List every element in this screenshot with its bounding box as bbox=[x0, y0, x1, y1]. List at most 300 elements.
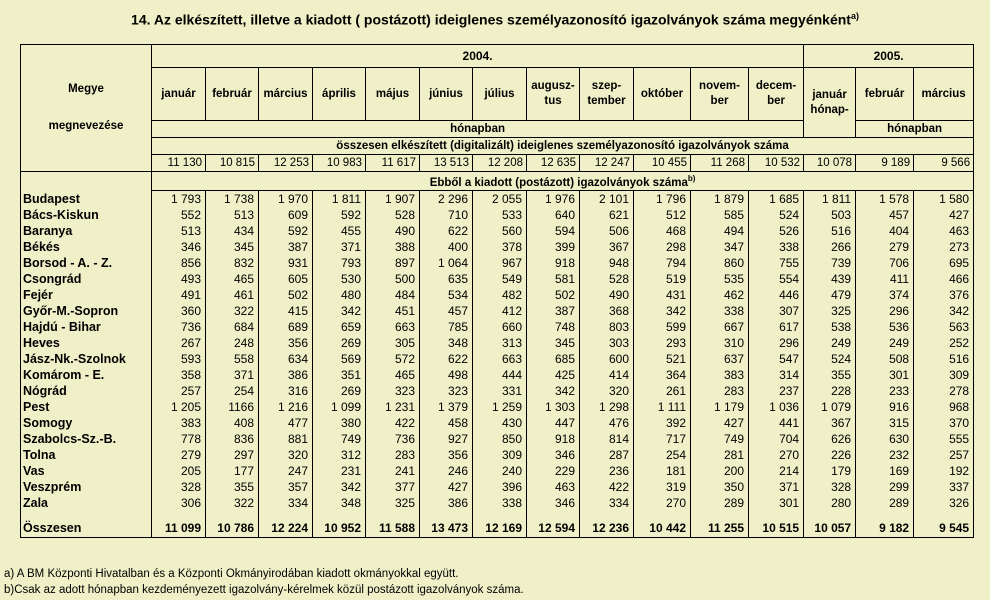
value-cell: 289 bbox=[691, 495, 749, 511]
value-cell: 334 bbox=[580, 495, 634, 511]
value-cell: 337 bbox=[914, 479, 974, 495]
value-cell: 328 bbox=[152, 479, 206, 495]
value-cell: 968 bbox=[914, 399, 974, 415]
value-cell: 350 bbox=[691, 479, 749, 495]
per-month-2005: hónapban bbox=[856, 121, 974, 138]
value-cell: 684 bbox=[206, 319, 259, 335]
value-cell: 1 298 bbox=[580, 399, 634, 415]
value-cell: 2 055 bbox=[473, 190, 527, 207]
value-cell: 252 bbox=[914, 335, 974, 351]
value-cell: 345 bbox=[206, 239, 259, 255]
value-cell: 555 bbox=[914, 431, 974, 447]
county-name: Komárom - E. bbox=[21, 367, 152, 383]
value-cell: 530 bbox=[313, 271, 366, 287]
value-cell: 516 bbox=[914, 351, 974, 367]
value-cell: 1 793 bbox=[152, 190, 206, 207]
value-cell: 881 bbox=[259, 431, 313, 447]
value-cell: 237 bbox=[749, 383, 804, 399]
table-row bbox=[21, 383, 974, 399]
value-cell: 305 bbox=[366, 335, 420, 351]
value-cell: 490 bbox=[580, 287, 634, 303]
value-cell: 457 bbox=[420, 303, 473, 319]
value-cell: 214 bbox=[749, 463, 804, 479]
total-made-cell: 11 130 bbox=[152, 155, 206, 172]
value-cell: 229 bbox=[527, 463, 580, 479]
value-cell: 326 bbox=[914, 495, 974, 511]
value-cell: 322 bbox=[206, 495, 259, 511]
value-cell: 538 bbox=[804, 319, 856, 335]
value-cell: 342 bbox=[527, 383, 580, 399]
value-cell: 404 bbox=[856, 223, 914, 239]
value-cell: 371 bbox=[206, 367, 259, 383]
value-cell: 364 bbox=[634, 367, 691, 383]
value-cell: 297 bbox=[206, 447, 259, 463]
footnote-a: a) A BM Központi Hivatalban és a Központi Okmányirodában kiadott okmányokkal együtt. bbox=[4, 568, 459, 580]
value-cell: 355 bbox=[206, 479, 259, 495]
value-cell: 228 bbox=[804, 383, 856, 399]
value-cell: 371 bbox=[313, 239, 366, 255]
value-cell: 307 bbox=[749, 303, 804, 319]
month-header-2004: március bbox=[259, 68, 313, 121]
value-cell: 303 bbox=[580, 335, 634, 351]
value-cell: 296 bbox=[856, 303, 914, 319]
value-cell: 506 bbox=[580, 223, 634, 239]
value-cell: 257 bbox=[914, 447, 974, 463]
value-cell: 477 bbox=[259, 415, 313, 431]
value-cell: 749 bbox=[313, 431, 366, 447]
table-row bbox=[21, 399, 974, 415]
value-cell: 569 bbox=[313, 351, 366, 367]
value-cell: 334 bbox=[259, 495, 313, 511]
table-row bbox=[21, 190, 974, 207]
value-cell: 205 bbox=[152, 463, 206, 479]
value-cell: 490 bbox=[366, 223, 420, 239]
value-cell: 1 907 bbox=[366, 190, 420, 207]
value-cell: 479 bbox=[804, 287, 856, 303]
value-cell: 283 bbox=[366, 447, 420, 463]
county-label: Megye bbox=[68, 83, 104, 95]
per-month-2004: hónapban bbox=[152, 121, 804, 138]
value-cell: 685 bbox=[527, 351, 580, 367]
value-cell: 755 bbox=[749, 255, 804, 271]
value-cell: 439 bbox=[804, 271, 856, 287]
value-cell: 249 bbox=[804, 335, 856, 351]
value-cell: 246 bbox=[420, 463, 473, 479]
value-cell: 736 bbox=[152, 319, 206, 335]
table-row bbox=[21, 335, 974, 351]
value-cell: 451 bbox=[366, 303, 420, 319]
sum-cell: 11 099 bbox=[152, 511, 206, 538]
value-cell: 177 bbox=[206, 463, 259, 479]
total-made-cell: 9 189 bbox=[856, 155, 914, 172]
county-name: Tolna bbox=[21, 447, 152, 463]
value-cell: 1 976 bbox=[527, 190, 580, 207]
value-cell: 430 bbox=[473, 415, 527, 431]
county-name: Budapest bbox=[21, 190, 152, 207]
value-cell: 736 bbox=[366, 431, 420, 447]
value-cell: 1 580 bbox=[914, 190, 974, 207]
value-cell: 1 811 bbox=[804, 190, 856, 207]
value-cell: 338 bbox=[473, 495, 527, 511]
total-made-cell: 10 815 bbox=[206, 155, 259, 172]
table-row bbox=[21, 447, 974, 463]
value-cell: 325 bbox=[366, 495, 420, 511]
value-cell: 325 bbox=[804, 303, 856, 319]
value-cell: 794 bbox=[634, 255, 691, 271]
county-name: Zala bbox=[21, 495, 152, 511]
sum-cell: 12 236 bbox=[580, 511, 634, 538]
table-row bbox=[21, 495, 974, 511]
value-cell: 1 379 bbox=[420, 399, 473, 415]
table-row bbox=[21, 287, 974, 303]
value-cell: 200 bbox=[691, 463, 749, 479]
value-cell: 312 bbox=[313, 447, 366, 463]
value-cell: 411 bbox=[856, 271, 914, 287]
value-cell: 1 879 bbox=[691, 190, 749, 207]
value-cell: 346 bbox=[152, 239, 206, 255]
value-cell: 502 bbox=[527, 287, 580, 303]
month-header-2005: március bbox=[914, 68, 974, 121]
month-header-2004: április bbox=[313, 68, 366, 121]
value-cell: 412 bbox=[473, 303, 527, 319]
value-cell: 315 bbox=[856, 415, 914, 431]
value-cell: 320 bbox=[580, 383, 634, 399]
total-made-label: összesen elkészített (digitalizált) ideiglenes személyazonosító igazolványok száma bbox=[152, 138, 974, 155]
value-cell: 323 bbox=[366, 383, 420, 399]
value-cell: 593 bbox=[152, 351, 206, 367]
value-cell: 458 bbox=[420, 415, 473, 431]
table-row bbox=[21, 319, 974, 335]
value-cell: 572 bbox=[366, 351, 420, 367]
month-header-2004: február bbox=[206, 68, 259, 121]
value-cell: 558 bbox=[206, 351, 259, 367]
value-cell: 281 bbox=[691, 447, 749, 463]
value-cell: 269 bbox=[313, 335, 366, 351]
value-cell: 179 bbox=[804, 463, 856, 479]
table-row bbox=[21, 431, 974, 447]
value-cell: 554 bbox=[749, 271, 804, 287]
sum-row bbox=[21, 511, 974, 538]
value-cell: 528 bbox=[580, 271, 634, 287]
value-cell: 585 bbox=[691, 207, 749, 223]
value-cell: 360 bbox=[152, 303, 206, 319]
month-header-2004: október bbox=[634, 68, 691, 121]
value-cell: 269 bbox=[313, 383, 366, 399]
month-header-2004: január bbox=[152, 68, 206, 121]
value-cell: 512 bbox=[634, 207, 691, 223]
county-name: Nógrád bbox=[21, 383, 152, 399]
value-cell: 347 bbox=[691, 239, 749, 255]
value-cell: 309 bbox=[914, 367, 974, 383]
county-name: Fejér bbox=[21, 287, 152, 303]
value-cell: 278 bbox=[914, 383, 974, 399]
value-cell: 376 bbox=[914, 287, 974, 303]
value-cell: 710 bbox=[420, 207, 473, 223]
county-name: Szabolcs-Sz.-B. bbox=[21, 431, 152, 447]
value-cell: 446 bbox=[749, 287, 804, 303]
value-cell: 314 bbox=[749, 367, 804, 383]
value-cell: 476 bbox=[580, 415, 634, 431]
value-cell: 461 bbox=[206, 287, 259, 303]
value-cell: 310 bbox=[691, 335, 749, 351]
value-cell: 279 bbox=[856, 239, 914, 255]
value-cell: 447 bbox=[527, 415, 580, 431]
value-cell: 338 bbox=[691, 303, 749, 319]
value-cell: 1 205 bbox=[152, 399, 206, 415]
value-cell: 241 bbox=[366, 463, 420, 479]
data-table bbox=[20, 44, 974, 538]
value-cell: 1 036 bbox=[749, 399, 804, 415]
value-cell: 462 bbox=[691, 287, 749, 303]
county-name: Heves bbox=[21, 335, 152, 351]
value-cell: 1166 bbox=[206, 399, 259, 415]
value-cell: 396 bbox=[473, 479, 527, 495]
value-cell: 296 bbox=[749, 335, 804, 351]
value-cell: 1 231 bbox=[366, 399, 420, 415]
month-header-2004: június bbox=[420, 68, 473, 121]
value-cell: 342 bbox=[313, 303, 366, 319]
value-cell: 468 bbox=[634, 223, 691, 239]
value-cell: 465 bbox=[366, 367, 420, 383]
value-cell: 388 bbox=[366, 239, 420, 255]
value-cell: 1 064 bbox=[420, 255, 473, 271]
value-cell: 231 bbox=[313, 463, 366, 479]
value-cell: 552 bbox=[152, 207, 206, 223]
sum-cell: 12 224 bbox=[259, 511, 313, 538]
value-cell: 323 bbox=[420, 383, 473, 399]
value-cell: 355 bbox=[804, 367, 856, 383]
value-cell: 331 bbox=[473, 383, 527, 399]
value-cell: 466 bbox=[914, 271, 974, 287]
sum-cell: 13 473 bbox=[420, 511, 473, 538]
value-cell: 916 bbox=[856, 399, 914, 415]
value-cell: 2 101 bbox=[580, 190, 634, 207]
value-cell: 328 bbox=[804, 479, 856, 495]
value-cell: 482 bbox=[473, 287, 527, 303]
value-cell: 491 bbox=[152, 287, 206, 303]
value-cell: 425 bbox=[527, 367, 580, 383]
value-cell: 592 bbox=[259, 223, 313, 239]
table-row bbox=[21, 367, 974, 383]
value-cell: 261 bbox=[634, 383, 691, 399]
value-cell: 600 bbox=[580, 351, 634, 367]
table-row bbox=[21, 415, 974, 431]
value-cell: 351 bbox=[313, 367, 366, 383]
table-row bbox=[21, 303, 974, 319]
value-cell: 232 bbox=[856, 447, 914, 463]
value-cell: 749 bbox=[691, 431, 749, 447]
value-cell: 637 bbox=[691, 351, 749, 367]
value-cell: 535 bbox=[691, 271, 749, 287]
value-cell: 346 bbox=[527, 495, 580, 511]
value-cell: 617 bbox=[749, 319, 804, 335]
value-cell: 484 bbox=[366, 287, 420, 303]
value-cell: 283 bbox=[691, 383, 749, 399]
county-name: Bács-Kiskun bbox=[21, 207, 152, 223]
value-cell: 374 bbox=[856, 287, 914, 303]
value-cell: 457 bbox=[856, 207, 914, 223]
value-cell: 663 bbox=[366, 319, 420, 335]
table-row bbox=[21, 479, 974, 495]
month-header-2004: decem- ber bbox=[749, 68, 804, 121]
value-cell: 533 bbox=[473, 207, 527, 223]
value-cell: 739 bbox=[804, 255, 856, 271]
value-cell: 306 bbox=[152, 495, 206, 511]
county-name: Baranya bbox=[21, 223, 152, 239]
value-cell: 368 bbox=[580, 303, 634, 319]
sum-cell: 10 515 bbox=[749, 511, 804, 538]
value-cell: 463 bbox=[527, 479, 580, 495]
value-cell: 414 bbox=[580, 367, 634, 383]
value-cell: 299 bbox=[856, 479, 914, 495]
sum-cell: 9 182 bbox=[856, 511, 914, 538]
sum-cell: 10 952 bbox=[313, 511, 366, 538]
value-cell: 313 bbox=[473, 335, 527, 351]
value-cell: 169 bbox=[856, 463, 914, 479]
value-cell: 415 bbox=[259, 303, 313, 319]
footnote-b: b)Csak az adott hónapban kezdeményezett igazolvány-kérelmek közül postázott igazolványok száma. bbox=[4, 584, 524, 596]
header-row-years bbox=[21, 45, 974, 68]
county-name: Veszprém bbox=[21, 479, 152, 495]
county-name: Vas bbox=[21, 463, 152, 479]
value-cell: 358 bbox=[152, 367, 206, 383]
month-header-2004: szep- tember bbox=[580, 68, 634, 121]
year-2004: 2004. bbox=[152, 45, 804, 68]
value-cell: 422 bbox=[580, 479, 634, 495]
value-cell: 427 bbox=[691, 415, 749, 431]
value-cell: 500 bbox=[366, 271, 420, 287]
page-title: 14. Az elkészített, illetve a kiadott ( postázott) ideiglenes személyazonosító igazolványok száma megyénként$^{a)}$ bbox=[131, 11, 859, 28]
value-cell: 689 bbox=[259, 319, 313, 335]
value-cell: 1 099 bbox=[313, 399, 366, 415]
value-cell: 378 bbox=[473, 239, 527, 255]
value-cell: 320 bbox=[259, 447, 313, 463]
header-row-months bbox=[21, 68, 974, 121]
value-cell: 345 bbox=[527, 335, 580, 351]
sum-cell: 11 588 bbox=[366, 511, 420, 538]
value-cell: 836 bbox=[206, 431, 259, 447]
value-cell: 273 bbox=[914, 239, 974, 255]
header-row-total-label bbox=[21, 138, 974, 155]
value-cell: 270 bbox=[749, 447, 804, 463]
value-cell: 465 bbox=[206, 271, 259, 287]
value-cell: 348 bbox=[420, 335, 473, 351]
value-cell: 856 bbox=[152, 255, 206, 271]
value-cell: 592 bbox=[313, 207, 366, 223]
value-cell: 247 bbox=[259, 463, 313, 479]
table-row bbox=[21, 463, 974, 479]
value-cell: 400 bbox=[420, 239, 473, 255]
value-cell: 1 970 bbox=[259, 190, 313, 207]
value-cell: 233 bbox=[856, 383, 914, 399]
value-cell: 266 bbox=[804, 239, 856, 255]
year-2005: 2005. bbox=[804, 45, 974, 68]
value-cell: 383 bbox=[691, 367, 749, 383]
county-name: Borsod - A. - Z. bbox=[21, 255, 152, 271]
value-cell: 236 bbox=[580, 463, 634, 479]
value-cell: 427 bbox=[420, 479, 473, 495]
value-cell: 342 bbox=[634, 303, 691, 319]
total-made-cell: 10 532 bbox=[749, 155, 804, 172]
value-cell: 254 bbox=[634, 447, 691, 463]
value-cell: 192 bbox=[914, 463, 974, 479]
table-row bbox=[21, 271, 974, 287]
total-made-cell: 12 247 bbox=[580, 155, 634, 172]
value-cell: 508 bbox=[856, 351, 914, 367]
value-cell: 622 bbox=[420, 351, 473, 367]
month-header-2004: augusz- tus bbox=[527, 68, 580, 121]
county-name: Pest bbox=[21, 399, 152, 415]
issued-label-spacer bbox=[21, 172, 152, 191]
table-row bbox=[21, 255, 974, 271]
county-name: Somogy bbox=[21, 415, 152, 431]
county-label-2: megnevezése bbox=[48, 120, 124, 132]
value-cell: 346 bbox=[527, 447, 580, 463]
value-cell: 516 bbox=[804, 223, 856, 239]
value-cell: 338 bbox=[749, 239, 804, 255]
value-cell: 547 bbox=[749, 351, 804, 367]
value-cell: 622 bbox=[420, 223, 473, 239]
value-cell: 408 bbox=[206, 415, 259, 431]
value-cell: 386 bbox=[259, 367, 313, 383]
value-cell: 498 bbox=[420, 367, 473, 383]
county-name: Békés bbox=[21, 239, 152, 255]
value-cell: 287 bbox=[580, 447, 634, 463]
value-cell: 706 bbox=[856, 255, 914, 271]
value-cell: 431 bbox=[634, 287, 691, 303]
value-cell: 850 bbox=[473, 431, 527, 447]
value-cell: 524 bbox=[804, 351, 856, 367]
county-name: Győr-M.-Sopron bbox=[21, 303, 152, 319]
value-cell: 534 bbox=[420, 287, 473, 303]
value-cell: 660 bbox=[473, 319, 527, 335]
value-cell: 717 bbox=[634, 431, 691, 447]
value-cell: 494 bbox=[691, 223, 749, 239]
total-made-cell: 11 617 bbox=[366, 155, 420, 172]
value-cell: 392 bbox=[634, 415, 691, 431]
value-cell: 298 bbox=[634, 239, 691, 255]
value-cell: 254 bbox=[206, 383, 259, 399]
value-cell: 521 bbox=[634, 351, 691, 367]
value-cell: 309 bbox=[473, 447, 527, 463]
value-cell: 778 bbox=[152, 431, 206, 447]
value-cell: 667 bbox=[691, 319, 749, 335]
month-header-2004: július bbox=[473, 68, 527, 121]
value-cell: 1 079 bbox=[804, 399, 856, 415]
value-cell: 387 bbox=[527, 303, 580, 319]
total-made-cell: 10 983 bbox=[313, 155, 366, 172]
value-cell: 528 bbox=[366, 207, 420, 223]
value-cell: 536 bbox=[856, 319, 914, 335]
value-cell: 342 bbox=[914, 303, 974, 319]
county-name: Jász-Nk.-Szolnok bbox=[21, 351, 152, 367]
value-cell: 918 bbox=[527, 255, 580, 271]
value-cell: 695 bbox=[914, 255, 974, 271]
value-cell: 270 bbox=[634, 495, 691, 511]
total-made-cell: 12 208 bbox=[473, 155, 527, 172]
value-cell: 463 bbox=[914, 223, 974, 239]
value-cell: 814 bbox=[580, 431, 634, 447]
issued-label-text: Ebből a kiadott (postázott) igazolványok száma bbox=[429, 176, 688, 189]
value-cell: 316 bbox=[259, 383, 313, 399]
value-cell: 549 bbox=[473, 271, 527, 287]
value-cell: 1 685 bbox=[749, 190, 804, 207]
value-cell: 785 bbox=[420, 319, 473, 335]
value-cell: 609 bbox=[259, 207, 313, 223]
value-cell: 640 bbox=[527, 207, 580, 223]
value-cell: 931 bbox=[259, 255, 313, 271]
value-cell: 1 578 bbox=[856, 190, 914, 207]
